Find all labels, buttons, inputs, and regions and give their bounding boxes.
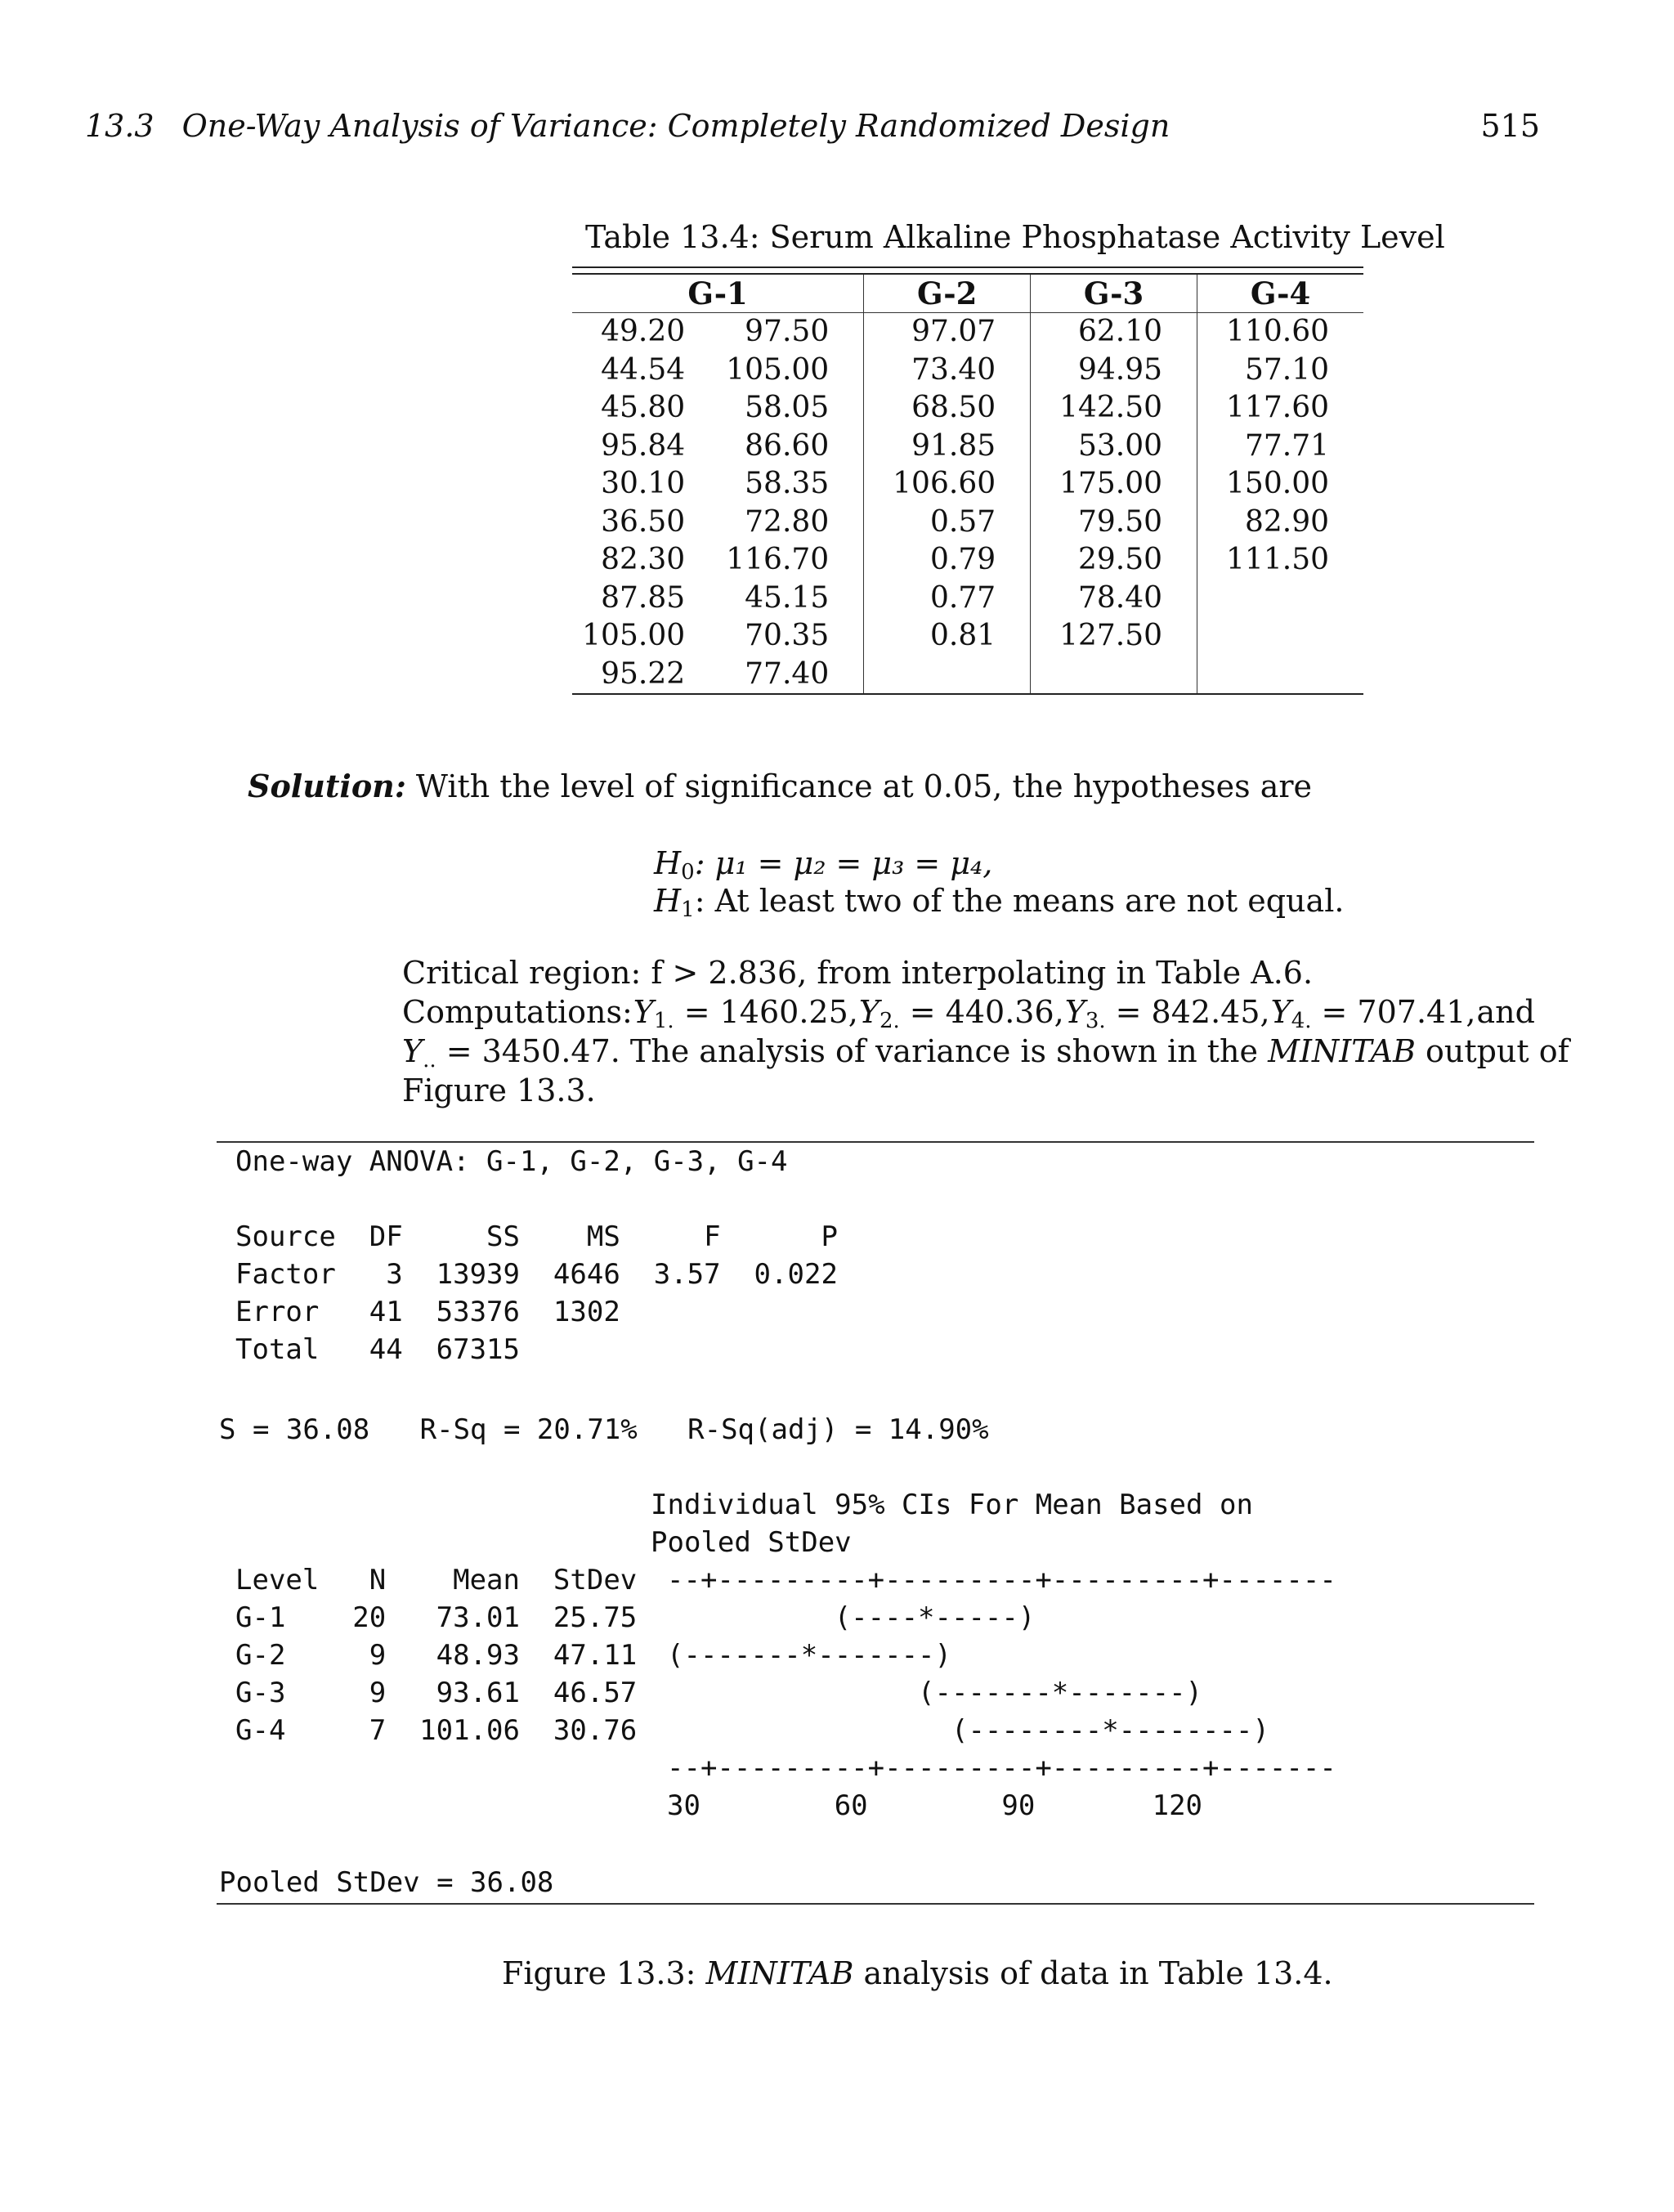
- table-row: [572, 352, 1363, 390]
- col-header-g2: G-2: [864, 274, 1031, 313]
- table-cell: 150.00: [1197, 465, 1363, 504]
- solution-label: Solution:: [248, 768, 406, 804]
- computation-term: [1065, 992, 1270, 1032]
- table-cell: 62.10: [1031, 313, 1197, 352]
- critical-region: Critical region: f > 2.836, from interpolating in Table A.6.: [402, 955, 1314, 991]
- table-header-row: [572, 274, 1363, 313]
- table-cell: 58.05: [745, 391, 830, 425]
- section-title: One-Way Analysis of Variance: Completely Randomized Design: [181, 108, 1170, 144]
- table-cell: 110.60: [1197, 313, 1363, 352]
- total-subscript: 2.: [879, 1009, 900, 1033]
- table-cell: 0.79: [864, 541, 1031, 580]
- data-table-container: [572, 266, 1363, 695]
- table-cell: [1197, 617, 1363, 656]
- solution-paragraph: [248, 767, 1312, 806]
- table-cell: 142.50: [1031, 389, 1197, 428]
- table-cell: 82.30: [601, 543, 686, 577]
- figure-caption-italic: MINITAB: [705, 1955, 854, 1991]
- ci-axis-bottom: --+---------+---------+---------+-------: [667, 1752, 1336, 1784]
- table-cell: 175.00: [1031, 465, 1197, 504]
- table-cell: 106.60: [864, 465, 1031, 504]
- table-row: [572, 504, 1363, 542]
- grand-total-symbol: Y: [402, 1033, 423, 1069]
- computations-text: = 3450.47. The analysis of variance is shown in the: [436, 1033, 1269, 1069]
- grand-total-subscript: ..: [423, 1048, 436, 1072]
- table-cell: 95.84: [601, 428, 686, 463]
- data-table: [572, 273, 1363, 695]
- table-cell: [1197, 656, 1363, 695]
- table-cell: 127.50: [1031, 617, 1197, 656]
- table-cell: 53.00: [1031, 428, 1197, 466]
- table-cell: 77.71: [1197, 428, 1363, 466]
- table-cell: 105.00: [726, 352, 830, 387]
- table-cell: [1031, 656, 1197, 695]
- table-cell: 0.77: [864, 580, 1031, 618]
- table-row: [572, 617, 1363, 656]
- minitab-word: MINITAB: [1268, 1033, 1416, 1069]
- computation-text: Computations:: [402, 994, 633, 1030]
- computations-line-3: Figure 13.3.: [402, 1072, 596, 1108]
- total-symbol: Y: [1270, 994, 1291, 1030]
- table-cell: 91.85: [864, 428, 1031, 466]
- table-cell: 45.15: [745, 580, 830, 615]
- table-cell: 111.50: [1197, 541, 1363, 580]
- table-cell: 45.80: [601, 391, 686, 425]
- table-row: [572, 428, 1363, 466]
- total-symbol: Y: [633, 994, 654, 1030]
- computation-term: [402, 992, 633, 1032]
- ci-axis-top: --+---------+---------+---------+-------: [667, 1564, 1336, 1596]
- table-cell: 0.57: [864, 504, 1031, 542]
- anova-row-error: Error 41 53376 1302: [235, 1296, 620, 1328]
- table-row: [572, 656, 1363, 695]
- table-row: [572, 313, 1363, 352]
- table-cell: 68.50: [864, 389, 1031, 428]
- h0-text: : μ₁ = μ₂ = μ₃ = μ₄,: [694, 845, 993, 881]
- level-row-g2: G-2 9 48.93 47.11: [235, 1639, 638, 1672]
- table-cell: [1197, 580, 1363, 618]
- col-header-g4: G-4: [1197, 274, 1363, 313]
- level-row-g1: G-1 20 73.01 25.75: [235, 1601, 638, 1634]
- anova-row-factor: Factor 3 13939 4646 3.57 0.022: [235, 1258, 838, 1291]
- ci-axis-labels: 30 60 90 120: [667, 1789, 1203, 1822]
- table-row: [572, 580, 1363, 618]
- computation-text: = 1460.25,: [683, 994, 858, 1030]
- h0-symbol: H: [654, 845, 682, 881]
- table-cell: 79.50: [1031, 504, 1197, 542]
- anova-row-total: Total 44 67315: [235, 1333, 520, 1366]
- page-number: 515: [1480, 108, 1540, 144]
- ci-bar-g1: (----*-----): [667, 1601, 1036, 1634]
- h1-symbol: H: [654, 883, 682, 919]
- level-row-g3: G-3 9 93.61 46.57: [235, 1677, 638, 1709]
- null-hypothesis: [654, 845, 993, 884]
- table-cell: 78.40: [1031, 580, 1197, 618]
- total-subscript: 3.: [1085, 1009, 1106, 1033]
- ci-title-line1: Individual 95% CIs For Mean Based on: [651, 1489, 1253, 1521]
- table-cell: 73.40: [864, 352, 1031, 390]
- table-cell: 44.54: [601, 352, 686, 387]
- table-cell: [864, 656, 1031, 695]
- section-number: 13.3: [85, 108, 154, 144]
- table-cell: 116.70: [726, 543, 830, 577]
- table-cell: 95.22: [601, 656, 686, 691]
- computations-line-1: [402, 992, 1535, 1032]
- col-header-g1: G-1: [572, 274, 864, 313]
- level-row-g4: G-4 7 101.06 30.76: [235, 1714, 638, 1747]
- ci-bar-g4: (--------*--------): [667, 1714, 1269, 1747]
- computation-text: = 440.36,: [909, 994, 1064, 1030]
- h1-subscript: 1: [681, 898, 695, 922]
- table-cell: 0.81: [864, 617, 1031, 656]
- table-cell: 86.60: [745, 428, 830, 463]
- table-cell: 57.10: [1197, 352, 1363, 390]
- table-cell: 87.85: [601, 580, 686, 615]
- computation-term: [859, 992, 1064, 1032]
- table-cell: 29.50: [1031, 541, 1197, 580]
- table-cell: 70.35: [745, 619, 830, 653]
- table-body: [572, 313, 1363, 695]
- computations-text-end: output of: [1415, 1033, 1569, 1069]
- figure-caption-prefix: Figure 13.3:: [502, 1955, 706, 1991]
- anova-title: One-way ANOVA: G-1, G-2, G-3, G-4: [235, 1145, 788, 1178]
- total-symbol: Y: [858, 994, 880, 1030]
- table-cell: 49.20: [601, 315, 686, 349]
- table-row: [572, 541, 1363, 580]
- table-row: [572, 465, 1363, 504]
- table-cell: 72.80: [745, 504, 830, 539]
- ci-bar-g3: (-------*-------): [667, 1677, 1203, 1709]
- anova-header: Source DF SS MS F P: [235, 1220, 838, 1253]
- total-symbol: Y: [1064, 994, 1085, 1030]
- table-cell: 117.60: [1197, 389, 1363, 428]
- computation-text: = 842.45,: [1115, 994, 1270, 1030]
- ci-bar-g2: (-------*-------): [667, 1639, 951, 1672]
- computation-term: [1476, 992, 1534, 1032]
- ci-title-line2: Pooled StDev: [651, 1526, 852, 1559]
- pooled-stdev: Pooled StDev = 36.08: [219, 1866, 554, 1899]
- table-cell: 97.50: [745, 315, 830, 349]
- total-subscript: 1.: [653, 1009, 674, 1033]
- computation-term: [633, 992, 858, 1032]
- table-cell: 77.40: [745, 656, 830, 691]
- table-caption: Table 13.4: Serum Alkaline Phosphatase Activity Level: [585, 219, 1445, 255]
- table-cell: 30.10: [601, 467, 686, 501]
- col-header-g3: G-3: [1031, 274, 1197, 313]
- computation-term: [1271, 992, 1476, 1032]
- h1-text: : At least two of the means are not equal.: [694, 883, 1345, 919]
- table-row: [572, 389, 1363, 428]
- table-cell: 94.95: [1031, 352, 1197, 390]
- computations-line-2: [402, 1032, 1569, 1072]
- total-subscript: 4.: [1291, 1009, 1312, 1033]
- fit-statistics: S = 36.08 R-Sq = 20.71% R-Sq(adj) = 14.90%: [219, 1413, 989, 1446]
- computation-text: = 707.41,: [1321, 994, 1476, 1030]
- level-header: Level N Mean StDev: [235, 1564, 638, 1596]
- figure-caption-suffix: analysis of data in Table 13.4.: [853, 1955, 1333, 1991]
- solution-intro: With the level of significance at 0.05, the hypotheses are: [405, 768, 1313, 804]
- figure-caption: [502, 1955, 1333, 1991]
- table-cell: 58.35: [745, 467, 830, 501]
- output-bottom-rule: [217, 1903, 1534, 1905]
- alternative-hypothesis: [654, 883, 1345, 922]
- section-heading: [85, 108, 1170, 144]
- computation-text: and: [1476, 994, 1535, 1030]
- h0-subscript: 0: [681, 860, 695, 884]
- table-cell: 97.07: [864, 313, 1031, 352]
- table-cell: 36.50: [601, 504, 686, 539]
- table-cell: 82.90: [1197, 504, 1363, 542]
- running-header: [85, 108, 1540, 149]
- table-cell: 105.00: [582, 619, 686, 653]
